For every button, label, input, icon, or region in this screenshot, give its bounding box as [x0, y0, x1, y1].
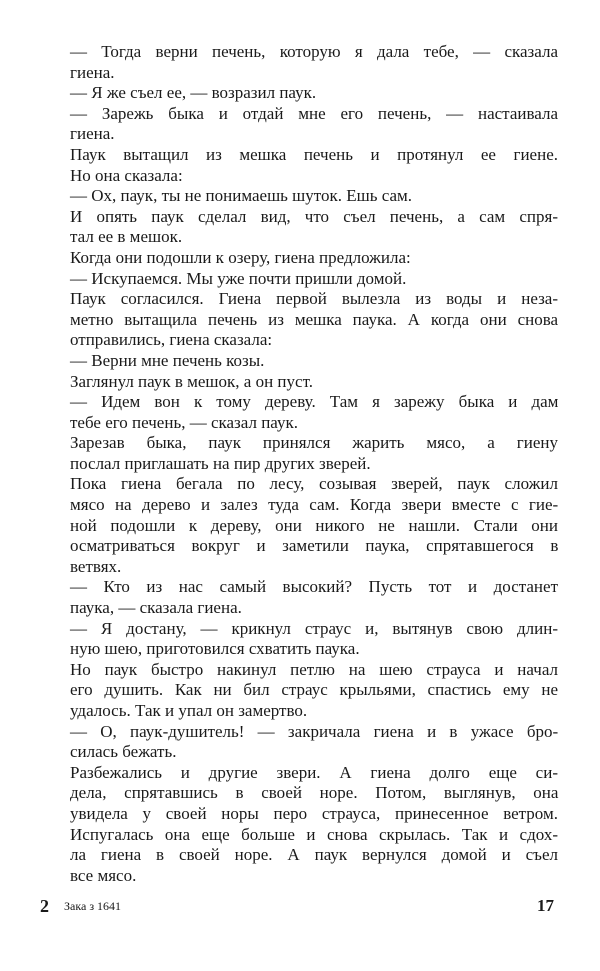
text-line: тебе его печень, — сказал паук.	[70, 412, 298, 432]
text-line: — О, паук-душитель! — закричала гиена и в ужасе бро-	[70, 721, 559, 741]
text-line: силась бежать.	[70, 742, 177, 762]
text-line: ла гиена в своей норе. А паук вернулся домой и съел	[70, 845, 558, 865]
text-line: Испугалась она еще больше и снова скрылась. Так и сдох-	[70, 824, 558, 844]
page-footer	[40, 896, 560, 920]
text-line: Разбежались и другие звери. А гиена долго еще си-	[70, 762, 558, 782]
text-line: все мясо.	[70, 865, 137, 885]
text-line: — Идем вон к тому дереву. Там я зарежу быка и дам	[70, 392, 559, 412]
text-line: ную шею, приготовился схватить паука.	[70, 639, 360, 659]
text-line: Когда они подошли к озеру, гиена предложила:	[70, 247, 411, 267]
page-body-text	[70, 42, 558, 886]
text-line: отправились, гиена сказала:	[70, 330, 273, 350]
text-line: — Зарежь быка и отдай мне его печень, — настаивала	[70, 103, 558, 123]
text-line: Но она сказала:	[70, 165, 183, 185]
text-line: удалось. Так и упал он замертво.	[70, 701, 308, 720]
text-line: — Искупаемся. Мы уже почти пришли домой.	[70, 268, 407, 288]
text-line: мясо на дерево и залез туда сам. Когда звери вместе с гие-	[70, 495, 559, 515]
text-line: паука, — сказала гиена.	[70, 598, 242, 618]
text-line: гиена.	[70, 124, 115, 144]
page-number: 17	[537, 896, 554, 915]
text-line: — Я достану, — крикнул страус и, вытянув свою длин-	[70, 618, 558, 638]
text-line: ной подошли к дереву, они никого не нашли. Стали они	[70, 515, 558, 535]
text-line: его душить. Как ни бил страус крыльями, спастись ему не	[70, 680, 558, 700]
text-line: дела, спрятавшись в своей норе. Потом, выглянув, она	[70, 783, 559, 803]
text-line: Пока гиена бегала по лесу, созывая зверей, паук сложил	[70, 474, 558, 494]
text-line: осматриваться вокруг и заметили паука, спрятавшегося в	[70, 536, 559, 556]
text-line: ветвях.	[70, 556, 122, 576]
text-line: метно вытащила печень из мешка паука. А когда они снова	[70, 309, 559, 329]
text-line: Паук вытащил из мешка печень и протянул ее гиене.	[70, 144, 558, 164]
signature-number: 2	[40, 896, 49, 916]
text-line: гиена.	[70, 62, 115, 82]
text-line: Заглянул паук в мешок, а он пуст.	[70, 371, 313, 391]
text-line: — Тогда верни печень, которую я дала тебе, — сказала	[70, 42, 558, 61]
text-line: тал ее в мешок.	[70, 227, 183, 247]
printer-order-mark: Зака з 1641	[64, 899, 122, 913]
text-line: увидела у своей норы перо страуса, принесенное ветром.	[70, 803, 558, 823]
text-line: — Кто из нас самый высокий? Пусть тот и достанет	[70, 577, 558, 597]
text-line: Паук согласился. Гиена первой вылезла из воды и неза-	[70, 289, 558, 309]
text-line: И опять паук сделал вид, что съел печень, а сам спря-	[70, 206, 558, 226]
text-line: — Верни мне печень козы.	[70, 350, 265, 370]
text-line: Но паук быстро накинул петлю на шею страуса и начал	[70, 659, 558, 679]
text-line: Зарезав быка, паук принялся жарить мясо, а гиену	[70, 433, 558, 453]
text-line: — Ох, паук, ты не понимаешь шуток. Ешь сам.	[70, 186, 413, 206]
text-line: — Я же съел ее, — возразил паук.	[70, 83, 317, 103]
text-line: послал приглашать на пир других зверей.	[70, 453, 371, 473]
